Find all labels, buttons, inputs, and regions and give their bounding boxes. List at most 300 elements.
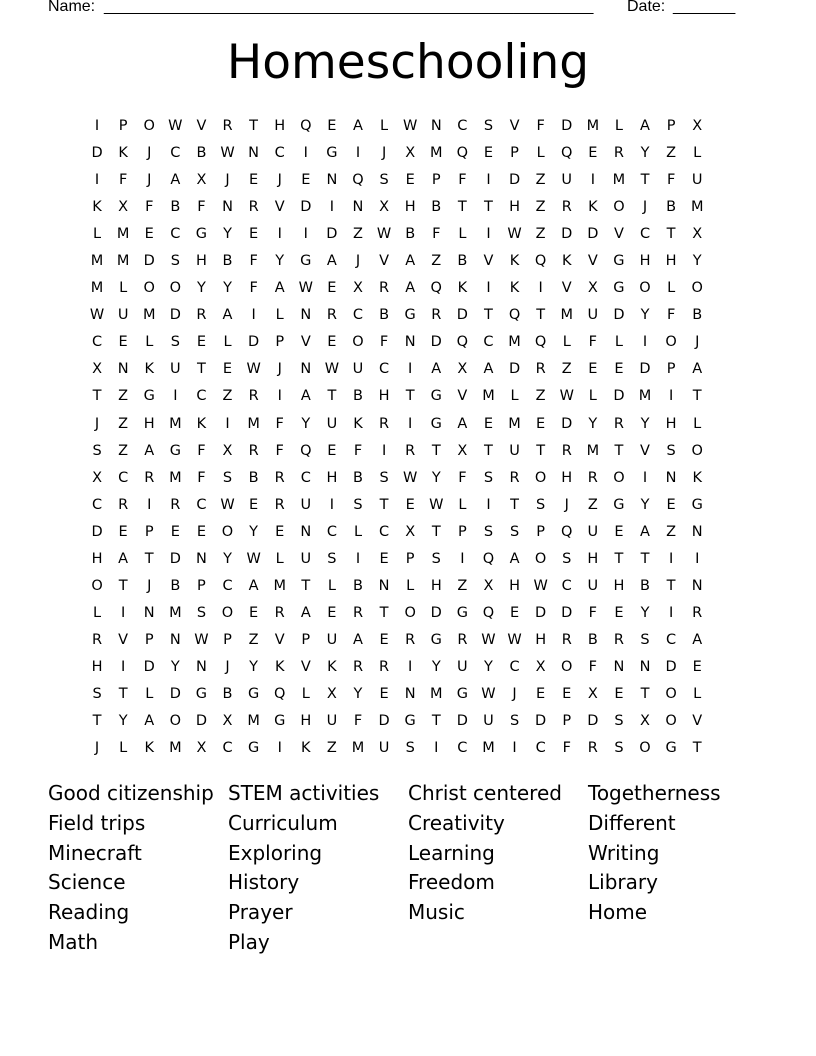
grid-letter[interactable]: M xyxy=(142,307,156,324)
grid-letter[interactable]: L xyxy=(301,685,310,702)
grid-letter[interactable]: E xyxy=(249,226,259,243)
grid-letter[interactable]: R xyxy=(274,496,285,513)
grid-letter[interactable]: C xyxy=(483,334,494,351)
grid-letter[interactable]: A xyxy=(431,361,442,378)
grid-letter[interactable]: D xyxy=(143,253,155,270)
grid-letter[interactable]: F xyxy=(588,604,597,621)
grid-letter[interactable]: O xyxy=(665,713,677,730)
grid-letter[interactable]: B xyxy=(353,388,363,405)
grid-letter[interactable]: N xyxy=(117,361,129,378)
grid-letter[interactable]: E xyxy=(275,523,285,540)
grid-letter[interactable]: E xyxy=(614,523,624,540)
grid-letter[interactable]: W xyxy=(533,577,548,594)
grid-letter[interactable]: R xyxy=(613,415,624,432)
grid-letter[interactable]: Y xyxy=(118,713,128,730)
grid-letter[interactable]: M xyxy=(247,713,260,730)
grid-letter[interactable]: I xyxy=(486,226,491,243)
grid-letter[interactable]: C xyxy=(300,469,311,486)
grid-letter[interactable]: C xyxy=(326,523,337,540)
grid-letter[interactable]: S xyxy=(614,713,624,730)
grid-letter[interactable]: F xyxy=(249,253,258,270)
grid-letter[interactable]: C xyxy=(118,469,129,486)
grid-letter[interactable]: S xyxy=(431,550,441,567)
grid-letter[interactable]: H xyxy=(587,550,599,567)
grid-letter[interactable]: I xyxy=(408,415,413,432)
grid-letter[interactable]: W xyxy=(507,631,522,648)
grid-letter[interactable]: S xyxy=(92,442,102,459)
grid-letter[interactable]: C xyxy=(170,226,181,243)
grid-letter[interactable]: W xyxy=(194,631,209,648)
grid-letter[interactable]: R xyxy=(92,631,103,648)
grid-letter[interactable]: F xyxy=(275,415,284,432)
grid-letter[interactable]: K xyxy=(327,658,337,675)
grid-letter[interactable]: E xyxy=(222,361,233,378)
grid-letter[interactable]: A xyxy=(274,280,285,297)
grid-letter[interactable]: I xyxy=(277,740,282,757)
grid-letter[interactable]: S xyxy=(379,469,389,486)
grid-letter[interactable]: L xyxy=(693,685,702,702)
grid-letter[interactable]: U xyxy=(587,523,599,540)
grid-letter[interactable]: Z xyxy=(118,415,129,432)
grid-letter[interactable]: Y xyxy=(484,658,493,675)
grid-letter[interactable]: T xyxy=(379,496,389,513)
grid-letter[interactable]: A xyxy=(144,713,155,730)
grid-letter[interactable]: V xyxy=(274,199,285,216)
grid-letter[interactable]: F xyxy=(379,334,389,351)
grid-letter[interactable]: E xyxy=(327,442,337,459)
grid-letter[interactable]: T xyxy=(614,550,624,567)
grid-letter[interactable]: L xyxy=(536,145,545,162)
grid-letter[interactable]: T xyxy=(640,685,650,702)
grid-letter[interactable]: R xyxy=(405,631,416,648)
grid-letter[interactable]: M xyxy=(116,253,130,270)
grid-letter[interactable]: X xyxy=(196,740,207,757)
grid-letter[interactable]: L xyxy=(353,523,363,540)
grid-letter[interactable]: M xyxy=(482,740,495,757)
grid-letter[interactable]: E xyxy=(379,685,389,702)
grid-letter[interactable]: P xyxy=(301,631,311,648)
grid-letter[interactable]: E xyxy=(327,334,337,351)
grid-letter[interactable]: I xyxy=(486,496,491,513)
grid-letter[interactable]: A xyxy=(300,388,311,405)
grid-letter[interactable]: Y xyxy=(692,253,702,270)
grid-letter[interactable]: J xyxy=(225,658,230,675)
grid-letter[interactable]: B xyxy=(222,685,233,702)
grid-letter[interactable]: T xyxy=(510,496,519,513)
grid-letter[interactable]: S xyxy=(509,523,520,540)
grid-letter[interactable]: G xyxy=(326,145,338,162)
grid-letter[interactable]: E xyxy=(118,334,128,351)
grid-letter[interactable]: F xyxy=(145,199,154,216)
grid-letter[interactable]: U xyxy=(326,631,338,648)
grid-letter[interactable]: R xyxy=(379,415,390,432)
grid-letter[interactable]: Y xyxy=(640,415,650,432)
grid-letter[interactable]: O xyxy=(404,604,416,621)
grid-letter[interactable]: S xyxy=(640,631,650,648)
grid-letter[interactable]: Z xyxy=(118,388,129,405)
grid-letter[interactable]: G xyxy=(613,253,625,270)
grid-letter[interactable]: E xyxy=(249,604,259,621)
grid-letter[interactable]: T xyxy=(118,577,128,594)
grid-letter[interactable]: V xyxy=(196,118,207,134)
grid-letter[interactable]: Y xyxy=(301,415,311,432)
grid-letter[interactable]: A xyxy=(457,415,468,432)
grid-letter[interactable]: D xyxy=(195,713,207,730)
grid-letter[interactable]: R xyxy=(561,631,572,648)
grid-letter[interactable]: K xyxy=(144,740,154,757)
grid-letter[interactable]: P xyxy=(457,523,467,540)
grid-letter[interactable]: X xyxy=(457,361,468,378)
grid-letter[interactable]: N xyxy=(248,145,260,162)
grid-letter[interactable]: R xyxy=(326,307,337,324)
grid-letter[interactable]: I xyxy=(277,226,282,243)
grid-letter[interactable]: D xyxy=(169,685,181,702)
grid-letter[interactable]: T xyxy=(379,604,389,621)
grid-letter[interactable]: Q xyxy=(534,253,547,270)
grid-letter[interactable]: I xyxy=(173,388,178,405)
grid-letter[interactable]: V xyxy=(613,226,624,243)
grid-letter[interactable]: L xyxy=(562,334,571,351)
grid-letter[interactable]: L xyxy=(223,334,232,351)
grid-letter[interactable]: A xyxy=(405,280,416,297)
grid-letter[interactable]: I xyxy=(94,118,100,134)
grid-letter[interactable]: X xyxy=(587,280,598,297)
grid-letter[interactable]: I xyxy=(147,496,152,513)
grid-letter[interactable]: W xyxy=(324,361,340,378)
grid-letter[interactable]: M xyxy=(169,740,182,757)
grid-letter[interactable]: T xyxy=(457,199,467,216)
grid-letter[interactable]: T xyxy=(614,442,624,459)
grid-letter[interactable]: F xyxy=(353,442,363,459)
grid-letter[interactable]: N xyxy=(195,550,207,567)
grid-letter[interactable]: F xyxy=(588,334,597,351)
grid-letter[interactable]: X xyxy=(692,226,703,243)
grid-letter[interactable]: B xyxy=(692,307,703,324)
grid-letter[interactable]: G xyxy=(169,442,181,459)
grid-letter[interactable]: P xyxy=(666,361,676,378)
grid-letter[interactable]: Q xyxy=(482,550,495,567)
grid-letter[interactable]: M xyxy=(169,469,182,486)
grid-letter[interactable]: T xyxy=(144,550,154,567)
grid-letter[interactable]: N xyxy=(300,361,312,378)
grid-letter[interactable]: R xyxy=(587,469,598,486)
grid-letter[interactable]: V xyxy=(118,631,129,648)
grid-letter[interactable]: C xyxy=(170,145,181,162)
grid-letter[interactable]: Z xyxy=(535,199,546,216)
grid-letter[interactable]: B xyxy=(170,577,181,594)
grid-letter[interactable]: D xyxy=(326,226,338,243)
grid-letter[interactable]: A xyxy=(640,523,650,540)
grid-letter[interactable]: K xyxy=(274,658,285,675)
grid-letter[interactable]: R xyxy=(405,442,416,459)
grid-letter[interactable]: U xyxy=(352,361,364,378)
grid-letter[interactable]: C xyxy=(509,658,520,675)
grid-letter[interactable]: S xyxy=(170,334,180,351)
grid-letter[interactable]: Q xyxy=(430,280,442,297)
grid-letter[interactable]: F xyxy=(458,172,467,189)
grid-letter[interactable]: F xyxy=(666,307,676,324)
grid-letter[interactable]: I xyxy=(408,658,413,675)
grid-letter[interactable]: S xyxy=(353,496,363,513)
grid-letter[interactable]: N xyxy=(195,658,207,675)
grid-letter[interactable]: I xyxy=(94,172,100,189)
grid-letter[interactable]: O xyxy=(169,713,182,730)
grid-letter[interactable]: Q xyxy=(352,172,364,189)
grid-letter[interactable]: U xyxy=(326,713,338,730)
grid-letter[interactable]: H xyxy=(639,253,651,270)
grid-letter[interactable]: U xyxy=(691,172,703,189)
grid-letter[interactable]: I xyxy=(225,415,230,432)
grid-letter[interactable]: J xyxy=(564,496,569,513)
grid-letter[interactable]: O xyxy=(221,604,234,621)
grid-letter[interactable]: L xyxy=(145,334,154,351)
grid-letter[interactable]: W xyxy=(168,118,183,134)
grid-letter[interactable]: K xyxy=(509,280,520,297)
grid-letter[interactable]: B xyxy=(405,226,416,243)
grid-letter[interactable]: J xyxy=(147,172,152,189)
grid-letter[interactable]: R xyxy=(222,118,233,134)
grid-letter[interactable]: Q xyxy=(273,685,286,702)
grid-letter[interactable]: E xyxy=(379,631,389,648)
grid-letter[interactable]: R xyxy=(144,469,155,486)
grid-letter[interactable]: M xyxy=(247,415,260,432)
grid-letter[interactable]: B xyxy=(222,253,233,270)
grid-letter[interactable]: Q xyxy=(534,334,547,351)
grid-letter[interactable]: R xyxy=(274,469,285,486)
grid-letter[interactable]: T xyxy=(484,307,493,324)
grid-letter[interactable]: I xyxy=(642,469,648,486)
grid-letter[interactable]: D xyxy=(613,307,625,324)
grid-letter[interactable]: F xyxy=(275,442,284,459)
grid-letter[interactable]: C xyxy=(274,145,285,162)
grid-letter[interactable]: V xyxy=(640,442,650,459)
grid-letter[interactable]: F xyxy=(197,442,206,459)
grid-letter[interactable]: T xyxy=(431,523,441,540)
grid-letter[interactable]: M xyxy=(351,740,365,757)
grid-letter[interactable]: O xyxy=(91,577,103,594)
grid-letter[interactable]: M xyxy=(116,226,130,243)
grid-letter[interactable]: G xyxy=(430,388,442,405)
grid-letter[interactable]: P xyxy=(536,523,546,540)
grid-letter[interactable]: C xyxy=(196,388,207,405)
grid-letter[interactable]: M xyxy=(273,577,286,594)
grid-letter[interactable]: T xyxy=(196,361,206,378)
grid-letter[interactable]: X xyxy=(92,361,103,378)
grid-letter[interactable]: G xyxy=(456,685,468,702)
grid-letter[interactable]: D xyxy=(430,604,442,621)
grid-letter[interactable]: I xyxy=(538,280,543,297)
grid-letter[interactable]: W xyxy=(298,280,313,297)
grid-letter[interactable]: K xyxy=(561,253,572,270)
grid-letter[interactable]: D xyxy=(639,361,651,378)
grid-letter[interactable]: M xyxy=(169,604,182,621)
grid-letter[interactable]: S xyxy=(509,713,520,730)
grid-letter[interactable]: Y xyxy=(223,550,232,567)
grid-letter[interactable]: K xyxy=(692,469,702,486)
grid-letter[interactable]: H xyxy=(430,577,442,594)
grid-letter[interactable]: W xyxy=(559,388,574,405)
grid-letter[interactable]: E xyxy=(509,604,520,621)
grid-letter[interactable]: N xyxy=(300,523,312,540)
grid-letter[interactable]: H xyxy=(300,713,312,730)
grid-letter[interactable]: C xyxy=(91,334,103,351)
grid-letter[interactable]: S xyxy=(562,550,572,567)
grid-letter[interactable]: X xyxy=(222,442,233,459)
grid-letter[interactable]: B xyxy=(170,199,181,216)
grid-letter[interactable]: L xyxy=(145,685,154,702)
grid-letter[interactable]: O xyxy=(665,334,677,351)
grid-letter[interactable]: P xyxy=(144,631,154,648)
grid-letter[interactable]: J xyxy=(277,361,282,378)
grid-letter[interactable]: E xyxy=(536,415,546,432)
grid-letter[interactable]: Y xyxy=(640,307,650,324)
grid-letter[interactable]: T xyxy=(536,442,546,459)
grid-letter[interactable]: C xyxy=(535,740,546,757)
grid-letter[interactable]: S xyxy=(405,740,415,757)
grid-letter[interactable]: L xyxy=(693,415,702,432)
grid-letter[interactable]: W xyxy=(220,145,235,162)
grid-letter[interactable]: G xyxy=(430,631,442,648)
grid-letter[interactable]: K xyxy=(353,415,363,432)
grid-letter[interactable]: C xyxy=(666,631,677,648)
grid-letter[interactable]: G xyxy=(274,713,286,730)
grid-letter[interactable]: D xyxy=(587,226,599,243)
grid-letter[interactable]: O xyxy=(665,685,677,702)
grid-letter[interactable]: H xyxy=(195,253,207,270)
grid-letter[interactable]: F xyxy=(197,469,206,486)
grid-letter[interactable]: Q xyxy=(508,307,521,324)
grid-letter[interactable]: A xyxy=(405,253,416,270)
grid-letter[interactable]: J xyxy=(147,577,152,594)
grid-letter[interactable]: H xyxy=(665,415,677,432)
grid-letter[interactable]: B xyxy=(431,199,442,216)
grid-letter[interactable]: W xyxy=(507,226,522,243)
grid-letter[interactable]: K xyxy=(118,145,128,162)
grid-letter[interactable]: G xyxy=(247,685,260,702)
grid-letter[interactable]: V xyxy=(509,118,520,134)
grid-letter[interactable]: L xyxy=(275,307,284,324)
grid-letter[interactable]: I xyxy=(434,740,439,757)
grid-letter[interactable]: H xyxy=(509,577,520,594)
grid-letter[interactable]: D xyxy=(378,713,390,730)
grid-letter[interactable]: R xyxy=(561,442,572,459)
grid-letter[interactable]: I xyxy=(355,145,361,162)
grid-letter[interactable]: U xyxy=(509,442,520,459)
grid-letter[interactable]: E xyxy=(614,361,624,378)
grid-letter[interactable]: V xyxy=(483,253,494,270)
grid-letter[interactable]: Z xyxy=(431,253,442,270)
grid-letter[interactable]: C xyxy=(457,740,468,757)
grid-letter[interactable]: Z xyxy=(535,172,546,189)
grid-letter[interactable]: R xyxy=(118,496,129,513)
grid-letter[interactable]: O xyxy=(691,280,703,297)
grid-letter[interactable]: E xyxy=(327,118,337,134)
grid-letter[interactable]: X xyxy=(587,685,598,702)
grid-letter[interactable]: A xyxy=(483,361,494,378)
grid-letter[interactable]: N xyxy=(326,172,338,189)
grid-letter[interactable]: P xyxy=(144,523,154,540)
grid-letter[interactable]: K xyxy=(301,740,311,757)
grid-letter[interactable]: Z xyxy=(561,361,572,378)
grid-letter[interactable]: J xyxy=(94,415,100,432)
grid-letter[interactable]: F xyxy=(458,469,467,486)
grid-letter[interactable]: B xyxy=(587,631,598,648)
grid-letter[interactable]: I xyxy=(668,388,674,405)
grid-letter[interactable]: X xyxy=(457,442,468,459)
grid-letter[interactable]: G xyxy=(300,253,312,270)
grid-letter[interactable]: N xyxy=(143,604,155,621)
grid-letter[interactable]: E xyxy=(379,550,389,567)
grid-letter[interactable]: U xyxy=(326,415,338,432)
grid-letter[interactable]: L xyxy=(93,226,102,243)
grid-letter[interactable]: L xyxy=(693,145,702,162)
grid-letter[interactable]: I xyxy=(590,172,595,189)
grid-letter[interactable]: U xyxy=(117,307,129,324)
grid-letter[interactable]: T xyxy=(484,199,493,216)
grid-letter[interactable]: M xyxy=(586,118,600,134)
grid-letter[interactable]: E xyxy=(249,496,259,513)
grid-letter[interactable]: L xyxy=(93,604,102,621)
grid-letter[interactable]: W xyxy=(481,685,496,702)
grid-letter[interactable]: M xyxy=(482,388,495,405)
grid-letter[interactable]: D xyxy=(587,713,599,730)
grid-letter[interactable]: H xyxy=(665,253,677,270)
grid-letter[interactable]: J xyxy=(147,145,152,162)
grid-letter[interactable]: N xyxy=(169,631,181,648)
grid-letter[interactable]: D xyxy=(91,145,103,162)
grid-letter[interactable]: E xyxy=(327,604,337,621)
grid-letter[interactable]: K xyxy=(144,361,154,378)
grid-letter[interactable]: O xyxy=(534,469,547,486)
grid-letter[interactable]: O xyxy=(143,280,155,297)
grid-letter[interactable]: B xyxy=(353,577,363,594)
grid-letter[interactable]: R xyxy=(248,199,259,216)
grid-letter[interactable]: N xyxy=(404,685,416,702)
grid-letter[interactable]: I xyxy=(668,550,674,567)
grid-letter[interactable]: Y xyxy=(275,253,285,270)
grid-letter[interactable]: Z xyxy=(326,740,337,757)
grid-letter[interactable]: V xyxy=(300,334,311,351)
grid-letter[interactable]: Z xyxy=(353,226,363,243)
grid-letter[interactable]: G xyxy=(195,685,208,702)
grid-letter[interactable]: R xyxy=(196,307,207,324)
grid-letter[interactable]: T xyxy=(640,172,650,189)
grid-letter[interactable]: U xyxy=(300,550,312,567)
grid-letter[interactable]: D xyxy=(430,334,442,351)
grid-letter[interactable]: R xyxy=(587,740,598,757)
grid-letter[interactable]: E xyxy=(588,361,598,378)
grid-letter[interactable]: U xyxy=(561,172,573,189)
grid-letter[interactable]: E xyxy=(405,172,415,189)
grid-letter[interactable]: T xyxy=(692,740,702,757)
grid-letter[interactable]: Z xyxy=(222,388,233,405)
grid-letter[interactable]: O xyxy=(691,442,703,459)
grid-letter[interactable]: A xyxy=(300,604,311,621)
grid-letter[interactable]: X xyxy=(405,145,416,162)
grid-letter[interactable]: V xyxy=(274,631,285,648)
grid-letter[interactable]: G xyxy=(430,415,442,432)
grid-letter[interactable]: Y xyxy=(223,226,232,243)
grid-letter[interactable]: D xyxy=(91,523,103,540)
grid-letter[interactable]: V xyxy=(692,713,703,730)
grid-letter[interactable]: Z xyxy=(535,388,546,405)
grid-letter[interactable]: W xyxy=(89,307,105,324)
grid-letter[interactable]: M xyxy=(430,145,443,162)
grid-letter[interactable]: R xyxy=(613,631,624,648)
grid-letter[interactable]: U xyxy=(457,658,468,675)
grid-letter[interactable]: L xyxy=(327,577,336,594)
grid-letter[interactable]: R xyxy=(352,658,364,675)
